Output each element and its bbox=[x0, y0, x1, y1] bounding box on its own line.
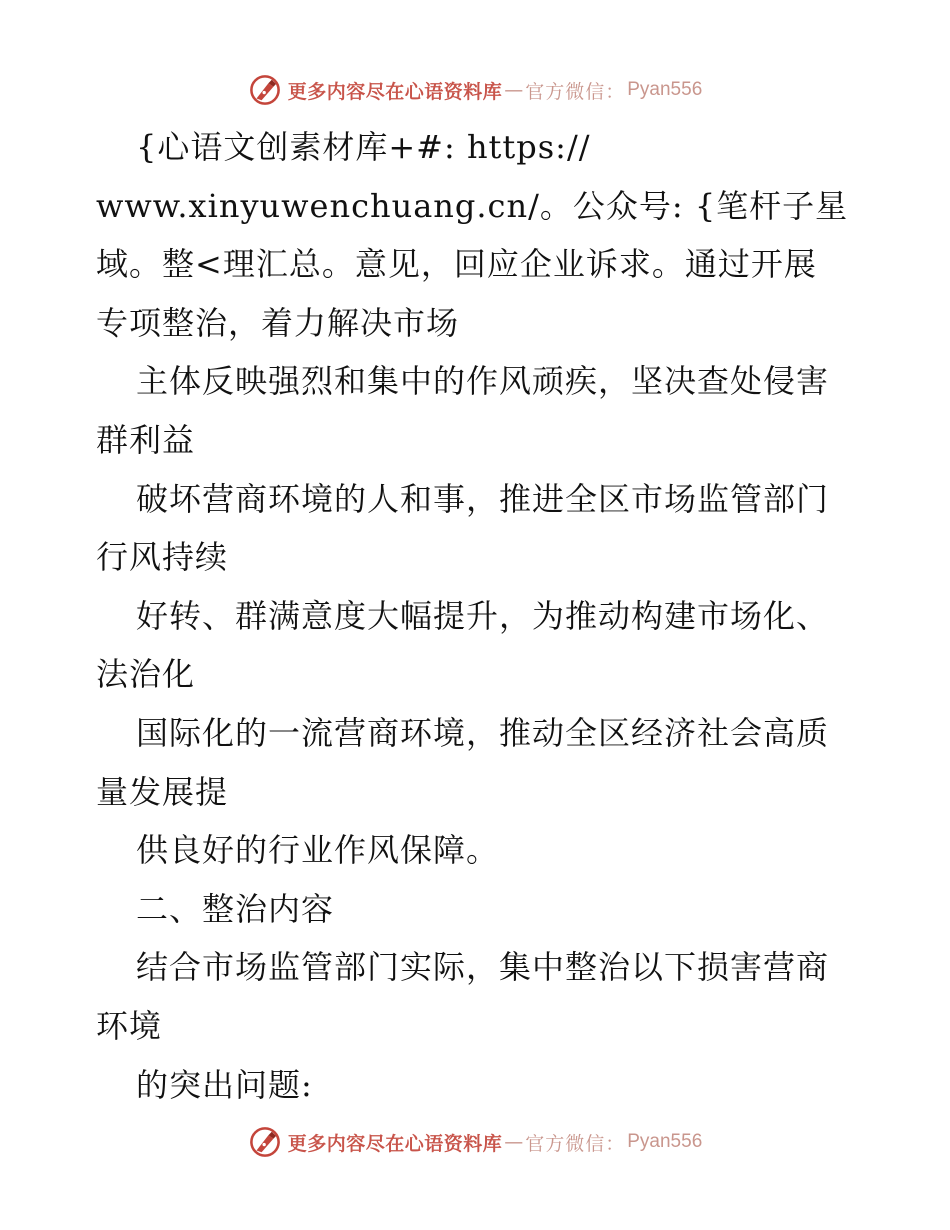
watermark-text bbox=[288, 77, 703, 104]
body-line: 域。整<理汇总。意见，回应企业诉求。通过开展 bbox=[96, 245, 817, 284]
watermark-dash: — bbox=[504, 79, 524, 101]
body-line: 好转、群满意度大幅提升，为推动构建市场化、 bbox=[136, 596, 830, 635]
body-line: 环境 bbox=[96, 1006, 163, 1045]
pen-nib-logo-icon bbox=[248, 1125, 282, 1159]
body-line: 结合市场监管部门实际，集中整治以下损害营商 bbox=[136, 948, 830, 987]
body-line: 供良好的行业作风保障。 bbox=[136, 831, 500, 870]
body-line: 群利益 bbox=[96, 420, 196, 459]
document-body bbox=[96, 118, 856, 1114]
body-line: 的突出问题: bbox=[136, 1065, 313, 1104]
header-watermark bbox=[0, 70, 950, 110]
body-line: 国际化的一流营商环境，推动全区经济社会高质 bbox=[136, 713, 830, 752]
body-line: 量发展提 bbox=[96, 772, 229, 811]
watermark-main-text: 更多内容尽在心语资料库 bbox=[287, 1132, 503, 1155]
watermark-text bbox=[288, 1129, 703, 1156]
body-line: 破坏营商环境的人和事，推进全区市场监管部门 bbox=[136, 479, 830, 518]
section-heading: 二、整治内容 bbox=[136, 889, 335, 928]
watermark-account: Pyan556 bbox=[627, 1131, 703, 1152]
body-line: www.xinyuwenchuang.cn/。公众号: {笔杆子星 bbox=[96, 186, 849, 225]
body-line: 专项整治，着力解决市场 bbox=[96, 303, 460, 342]
footer-watermark bbox=[0, 1122, 950, 1162]
body-line: 行风持续 bbox=[96, 538, 229, 577]
pen-nib-logo-icon bbox=[248, 73, 282, 107]
body-line: {心语文创素材库+#: https:// bbox=[136, 128, 591, 166]
watermark-dash: — bbox=[504, 1131, 524, 1153]
watermark-main-text: 更多内容尽在心语资料库 bbox=[287, 80, 503, 103]
watermark-account: Pyan556 bbox=[627, 79, 703, 100]
body-line: 主体反映强烈和集中的作风顽疾，坚决查处侵害 bbox=[136, 362, 830, 401]
watermark-sub-text: 官方微信： bbox=[525, 1132, 626, 1155]
body-line: 法治化 bbox=[96, 655, 196, 694]
watermark-sub-text: 官方微信： bbox=[525, 80, 626, 103]
